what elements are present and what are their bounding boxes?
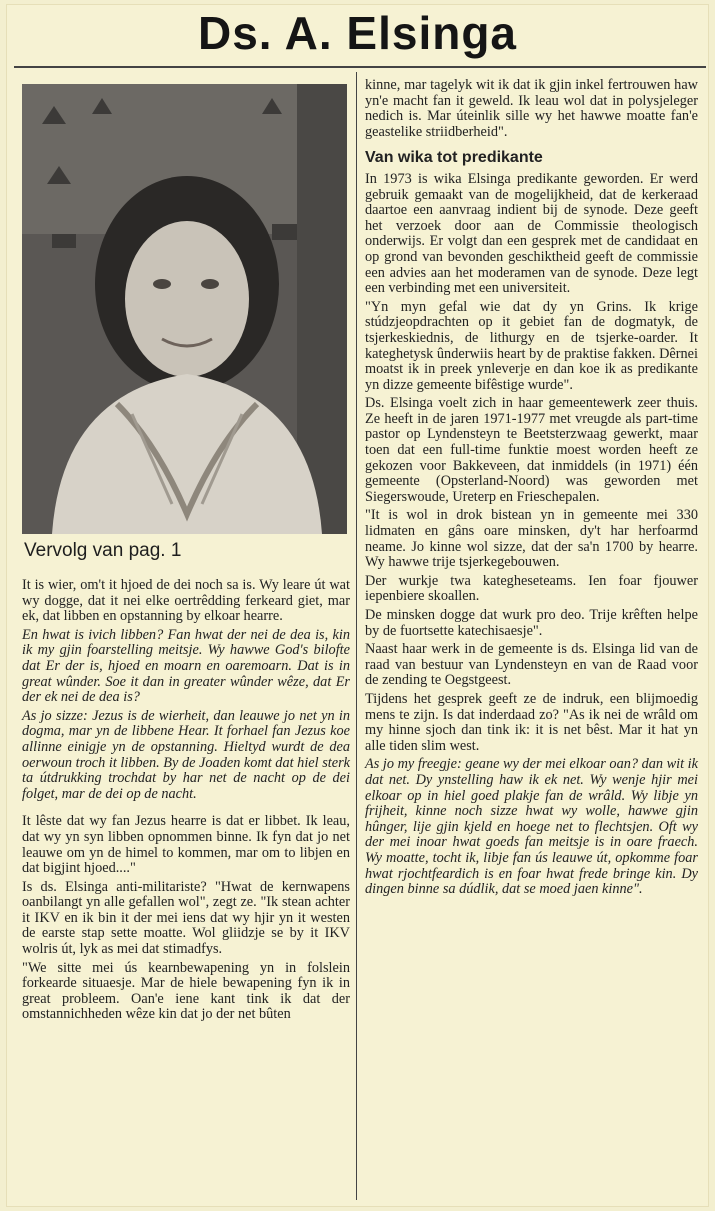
right-column <box>365 78 698 901</box>
paragraph: Naast haar werk in de gemeente is ds. Elsinga lid van de raad van bestuur van Lyndensteyn en van de Raad voor de zending te Oegstgeest. <box>365 641 698 689</box>
paragraph: kinne, mar tagelyk wit ik dat ik gjin inkel fertrouwen haw yn'e macht fan it geweld. Ik leau wol dat in polysjeleger nedich is. Mar úteinlik sille wy het hawwe moatte fan'e geastelike striidberheid". <box>365 77 698 140</box>
paragraph: "Yn myn gefal wie dat dy yn Grins. Ik krige stúdzjeopdrachten op it gebiet fan de dogmatyk, de tsjerkeskiednis, de lithurgy en de tsjerke-oarder. It kateghetysk ûnderwiis heart by de praktise fakken. Dêrnei moatst ik in preek ynleverje en dan koe ik as predikante yn dizze gemeente bifêstige wurde". <box>365 298 698 393</box>
paragraph: In 1973 is wika Elsinga predikante geworden. Er werd gebruik gemaakt van de mogelijkheid, dat de kerkeraad daartoe een aanvraag indient bij de synode. Deze geeft het verzoek door aan de Commissie theologisch onderwijs. Er volgt dan een gesprek met de candidaat en op grond van bevonden geschiktheid geeft de commissie een advies aan het moderamen van de synode. Deze legt een verbinding met een universiteit. <box>365 170 698 297</box>
portrait-photo <box>22 84 347 534</box>
top-rule <box>14 66 706 68</box>
paragraph: It is wier, om't it hjoed de dei noch sa is. Wy leare út wat wy dogge, dat it nei elke oertrêdding ferkeard giet, mar ek, dat libben en opstanning by elkoar hearre. <box>22 577 350 625</box>
paragraph-italic: As jo my freegje: geane wy der mei elkoar oan? dan wit ik dat net. Dy ynstelling haw ik ek net. Wy wenje hjir mei elkoar op in hiel goed plakje fan de wrâld. Wy libje yn frijheit, kinne noch sizze hwat wy wolle, hawwe gjin hûnger, lije gjin kjeld en hoege net to flechtsjen. Oft wy der mei inoar hwat goeds fan meitsje is in oare fraech. Wy moatte, tocht ik, libje fan ús leauwe út, opkomme foar hwat rjochtfeardich is en foar hwat frede bringe kin. Dy dingen binne sa dúdlik, dat se moed jaen kinne". <box>365 756 698 898</box>
left-column <box>22 578 350 1026</box>
article-title: Ds. A. Elsinga <box>197 7 518 59</box>
photo-caption: Vervolg van pag. 1 <box>24 540 182 561</box>
paragraph: "It is wol in drok bistean yn in gemeente mei 330 lidmaten en gâns oare minsken, dy't har herfoarmd neame. Jo kinne wol sizze, dat der sa'n 1700 by hearre. Wy hawwe trije tsjerkegebouwen. <box>365 507 698 571</box>
portrait-photo-drawing <box>22 84 347 534</box>
column-divider <box>356 72 357 1200</box>
paragraph-italic: As jo sizze: Jezus is de wierheit, dan leauwe jo net yn in dogma, mar yn de libbene Hear. It forhael fan Jezus koe allinne einigje yn de opstanning. Hieltyd wurdt de dea oerwoun troch it libben. By de Joaden komt dat hiel sterk ta útdrukking trochdat by har net de nacht op de dei folget, mar de dei op de nacht. <box>22 707 350 802</box>
paragraph-italic: En hwat is ivich libben? Fan hwat der nei de dea is, kin ik my gjin foarstelling meitsje. Wy hawwe God's bilofte dat Er der is, hjoed en moarn en oaremoarn. Dat is in great wûnder. Soe it dan in greater wûnder wêze, dat Er der ek nei de dea is? <box>22 626 350 706</box>
paragraph: Tijdens het gesprek geeft ze de indruk, een blijmoedig mens te zijn. Is dat inderdaad zo? "As ik nei de wrâld om my hinne sjoch dan tink ik: it is net bêst. Mar it hat yn alle tiden slim west. <box>365 690 698 754</box>
section-subheading: Van wika tot predikante <box>365 149 543 167</box>
paragraph: Is ds. Elsinga anti-militariste? "Hwat de kernwapens oanbilangt yn alle gefallen wol", zegt ze. "Ik stean achter it IKV en ik bin it der mei iens dat wy hjir yn it westen de earste stap sette moatte. Wol gliidzje se by it IKV wolris út, lyk as mei dat stimadfys. <box>22 878 350 958</box>
paragraph: Der wurkje twa kategheseteams. Ien foar fjouwer iepenbiere skoallen. <box>365 572 698 605</box>
paragraph: It lêste dat wy fan Jezus hearre is dat er libbet. Ik leau, dat wy yn syn libben opnommen binne. Ik fyn dat jo net leauwe om yn de himel to kommen, mar om to libjen en dat bigjint hjoed...." <box>22 813 350 877</box>
paragraph: De minsken dogge dat wurk pro deo. Trije krêften helpe by de fuortsette katechisaesje". <box>365 607 698 639</box>
paragraph: "We sitte mei ús kearnbewapening yn in folslein forkearde situaesje. Mar de hiele bewapening fyn ik in great probleem. Oan'e iene kant tink ik dat der omstannichheden wêze kin dat jo der net bûten <box>22 959 350 1023</box>
paragraph: Ds. Elsinga voelt zich in haar gemeentewerk zeer thuis. Ze heeft in de jaren 1971-1977 met vreugde als part-time pastor op Lyndensteyn te Beetsterzwaag gewerkt, maar toen dat een full-time funktie moest worden heeft ze gekozen voor Bakkeveen, dat inmiddels (in 1971) één gemeente (Opsterland-Noord) was geworden met Siegerswoude, Ureterp en Frieschepalen. <box>365 395 698 505</box>
